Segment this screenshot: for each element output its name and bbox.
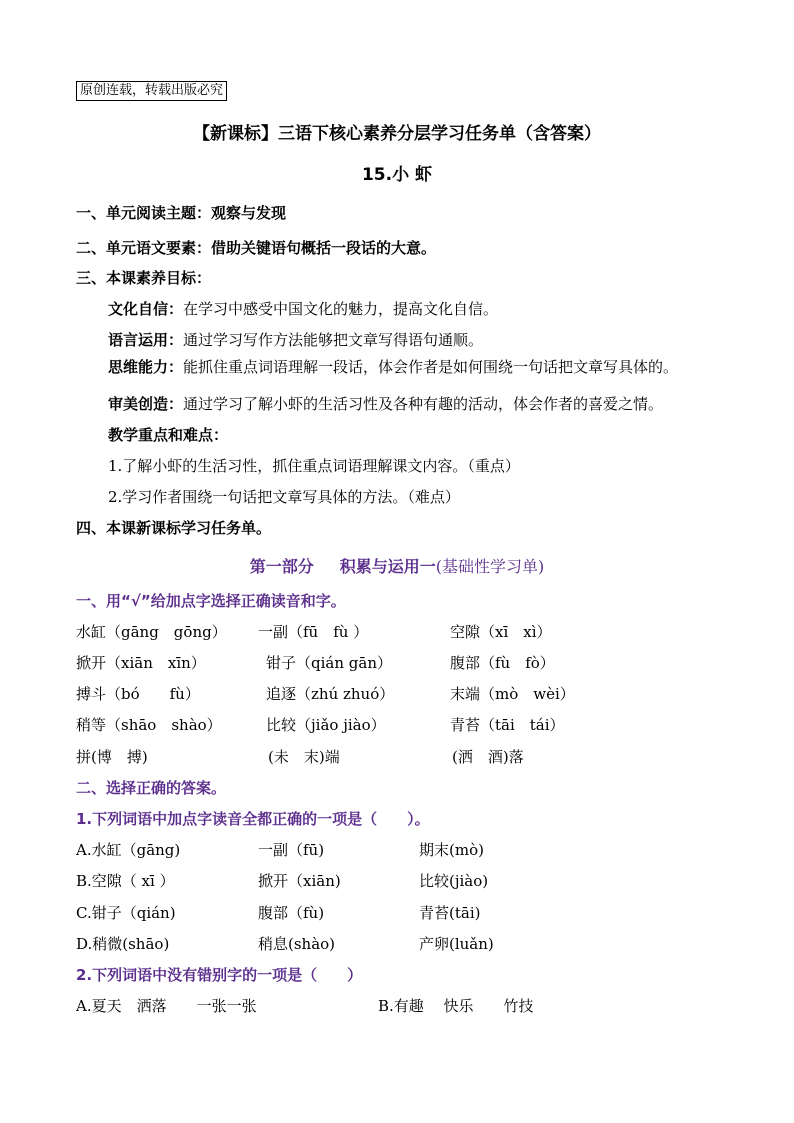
- part-one-type: (基础性学习单): [435, 557, 545, 576]
- goal-culture-text: 在学习中感受中国文化的魅力，提高文化自信。: [183, 300, 499, 318]
- part-one-label: 第一部分: [249, 557, 314, 576]
- section-2: 二、单元语文要素：借助关键语句概括一段话的大意。: [76, 239, 437, 257]
- key-point-2: 2.学习作者围绕一句话把文章写具体的方法。（难点）: [108, 488, 460, 506]
- q2-option: A.水缸（gāng): [76, 841, 181, 859]
- q2-option: 比较(jiào): [419, 872, 489, 890]
- q2-option: 掀开（xiān): [258, 872, 341, 890]
- question-1-heading: 一、用“√”给加点字选择正确读音和字。: [76, 592, 346, 610]
- q1-cell: 水缸（gāng gōng）: [76, 623, 227, 641]
- q2-option: 腹部（fù): [258, 904, 325, 922]
- q2-option: C.钳子（qián): [76, 904, 176, 922]
- q1-cell: (未 末)端: [268, 748, 340, 766]
- q1-cell: 空隙（xī xì）: [450, 623, 552, 641]
- q2-option: 一副（fū): [258, 841, 325, 859]
- q2-option: D.稍微(shāo): [76, 935, 170, 953]
- q1-cell: 腹部（fù fò）: [450, 654, 555, 672]
- part-one-name: 积累与运用一: [339, 557, 436, 576]
- q1-cell: 追逐（zhú zhuó）: [266, 685, 395, 703]
- lesson-title: 15.小 虾: [361, 165, 433, 185]
- section-3: 三、本课素养目标：: [76, 269, 212, 287]
- q2-option: 稍息(shào): [258, 935, 336, 953]
- goal-language: [108, 330, 483, 350]
- key-points-heading: 教学重点和难点：: [108, 426, 229, 444]
- goal-thinking: [108, 357, 678, 377]
- section-4: 四、本课新课标学习任务单。: [76, 519, 272, 537]
- goal-language-label: 语言运用：: [108, 331, 184, 349]
- q2-option: 产卵(luǎn): [419, 935, 494, 953]
- page-title: 【新课标】三语下核心素养分层学习任务单（含答案）: [193, 124, 601, 144]
- goal-thinking-label: 思维能力：: [108, 358, 184, 376]
- q1-cell: (洒 酒)落: [452, 748, 524, 766]
- q2-option: 青苔(tāi): [419, 904, 481, 922]
- question-2-1: 1.下列词语中加点字读音全都正确的一项是（ ）。: [76, 810, 430, 828]
- goal-aesthetic-text: 通过学习了解小虾的生活习性及各种有趣的活动，体会作者的喜爱之情。: [183, 395, 664, 413]
- q2-option: B.有趣 快乐 竹技: [378, 997, 534, 1015]
- q1-cell: 稍等（shāo shào）: [76, 716, 222, 734]
- q1-cell: 比较（jiǎo jiào）: [266, 716, 386, 734]
- goal-culture: [108, 299, 498, 319]
- part-one-title: [0, 554, 794, 577]
- goal-aesthetic-label: 审美创造：: [108, 395, 184, 413]
- copyright-stamp: 原创连载，转载出版必究: [76, 81, 227, 101]
- q1-cell: 一副（fū fù ）: [258, 623, 369, 641]
- q2-option: B.空隙（ xī ）: [76, 872, 175, 890]
- q1-cell: 掀开（xiān xīn）: [76, 654, 206, 672]
- q1-cell: 拼(博 搏): [76, 748, 148, 766]
- question-2-2: 2.下列词语中没有错别字的一项是（ ）: [76, 966, 363, 984]
- goal-aesthetic: [108, 394, 663, 414]
- q1-cell: 钳子（qián gān）: [266, 654, 392, 672]
- q1-cell: 搏斗（bó fù）: [76, 685, 200, 703]
- key-point-1: 1.了解小虾的生活习性，抓住重点词语理解课文内容。（重点）: [108, 457, 520, 475]
- q1-cell: 末端（mò wèi）: [450, 685, 575, 703]
- q2-option: 期末(mò): [419, 841, 484, 859]
- q1-cell: 青苔（tāi tái）: [450, 716, 565, 734]
- goal-thinking-text: 能抓住重点词语理解一段话，体会作者是如何围绕一句话把文章写具体的。: [183, 358, 679, 376]
- question-2-heading: 二、选择正确的答案。: [76, 779, 227, 797]
- q2-option: A.夏天 洒落 一张一张: [76, 997, 257, 1015]
- goal-culture-label: 文化自信：: [108, 300, 184, 318]
- section-1: 一、单元阅读主题：观察与发现: [76, 204, 287, 222]
- goal-language-text: 通过学习写作方法能够把文章写得语句通顺。: [183, 331, 484, 349]
